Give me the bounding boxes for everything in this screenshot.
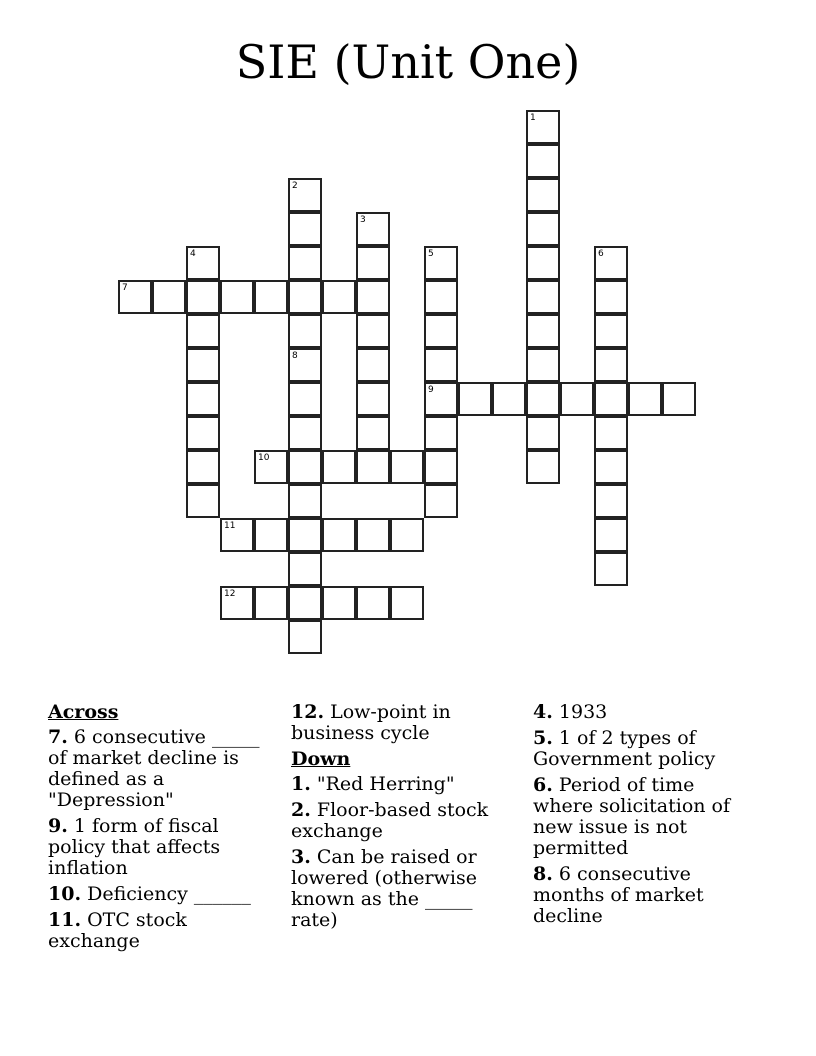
grid-cell[interactable] [118, 280, 152, 314]
cell-number: 11 [224, 521, 236, 531]
grid-cell[interactable] [254, 450, 288, 484]
clue-across-11: 11. OTC stock exchange [48, 909, 187, 952]
grid-cell[interactable] [186, 314, 220, 348]
grid-cell[interactable] [424, 484, 458, 518]
grid-cell[interactable] [356, 518, 390, 552]
grid-cell[interactable] [186, 246, 220, 280]
grid-cell[interactable] [288, 552, 322, 586]
clue-down-5: 5. 1 of 2 types of Government policy [533, 727, 716, 770]
grid-cell[interactable] [526, 144, 560, 178]
grid-cell[interactable] [288, 246, 322, 280]
grid-cell[interactable] [424, 382, 458, 416]
grid-cell[interactable] [594, 246, 628, 280]
grid-cell[interactable] [288, 620, 322, 654]
clue-across-7: 7. 6 consecutive _____ of market decline is defined as a "Depression" [48, 726, 260, 811]
grid-cell[interactable] [288, 212, 322, 246]
grid-cell[interactable] [526, 382, 560, 416]
grid-cell[interactable] [254, 280, 288, 314]
grid-cell[interactable] [594, 518, 628, 552]
grid-cell[interactable] [526, 416, 560, 450]
clue-down-2: 2. Floor-based stock exchange [291, 799, 489, 842]
grid-cell[interactable] [424, 416, 458, 450]
grid-cell[interactable] [152, 280, 186, 314]
grid-cell[interactable] [288, 280, 322, 314]
clue-column-3 [533, 702, 743, 932]
grid-cell[interactable] [424, 280, 458, 314]
grid-cell[interactable] [424, 450, 458, 484]
clue-down-3: 3. Can be raised or lowered (otherwise known as the _____ rate) [291, 846, 477, 931]
grid-cell[interactable] [220, 280, 254, 314]
clue-down-6: 6. Period of time where solicitation of new issue is not permitted [533, 774, 731, 859]
clue-down-8: 8. 6 consecutive months of market decline [533, 863, 704, 927]
clue-column-1 [48, 702, 280, 957]
grid-cell[interactable] [322, 280, 356, 314]
cell-number: 3 [360, 215, 366, 225]
grid-cell[interactable] [356, 586, 390, 620]
grid-cell[interactable] [526, 246, 560, 280]
grid-cell[interactable] [594, 450, 628, 484]
cell-number: 6 [598, 249, 604, 259]
grid-cell[interactable] [424, 246, 458, 280]
puzzle-title: SIE (Unit One) [235, 35, 581, 89]
grid-cell[interactable] [526, 178, 560, 212]
grid-cell[interactable] [526, 212, 560, 246]
clue-across-9: 9. 1 form of fiscal policy that affects inflation [48, 815, 221, 879]
grid-cell[interactable] [560, 382, 594, 416]
grid-cell[interactable] [186, 348, 220, 382]
grid-cell[interactable] [424, 314, 458, 348]
grid-cell[interactable] [526, 314, 560, 348]
grid-cell[interactable] [628, 382, 662, 416]
grid-cell[interactable] [356, 382, 390, 416]
grid-cell[interactable] [322, 586, 356, 620]
grid-cell[interactable] [458, 382, 492, 416]
grid-cell[interactable] [390, 586, 424, 620]
cell-number: 12 [224, 589, 236, 599]
grid-cell[interactable] [288, 450, 322, 484]
grid-cell[interactable] [322, 518, 356, 552]
grid-cell[interactable] [186, 280, 220, 314]
grid-cell[interactable] [390, 450, 424, 484]
clue-across-12: 12. Low-point in business cycle [291, 701, 451, 744]
grid-cell[interactable] [186, 450, 220, 484]
grid-cell[interactable] [356, 314, 390, 348]
grid-cell[interactable] [288, 382, 322, 416]
cell-number: 8 [292, 351, 298, 361]
grid-cell[interactable] [390, 518, 424, 552]
grid-cell[interactable] [594, 416, 628, 450]
cell-number: 10 [258, 453, 270, 463]
grid-cell[interactable] [220, 518, 254, 552]
grid-cell[interactable] [356, 246, 390, 280]
cell-number: 9 [428, 385, 434, 395]
grid-cell[interactable] [288, 518, 322, 552]
grid-cell[interactable] [288, 586, 322, 620]
clue-down-1: 1. "Red Herring" [291, 773, 455, 795]
grid-cell[interactable] [594, 484, 628, 518]
grid-cell[interactable] [288, 314, 322, 348]
grid-cell[interactable] [492, 382, 526, 416]
grid-cell[interactable] [288, 484, 322, 518]
cell-number: 1 [530, 113, 536, 123]
clue-down-4: 4. 1933 [533, 701, 608, 723]
grid-cell[interactable] [356, 416, 390, 450]
grid-cell[interactable] [526, 348, 560, 382]
grid-cell[interactable] [594, 348, 628, 382]
grid-cell[interactable] [288, 348, 322, 382]
grid-cell[interactable] [356, 280, 390, 314]
grid-cell[interactable] [356, 450, 390, 484]
grid-cell[interactable] [526, 450, 560, 484]
grid-cell[interactable] [424, 348, 458, 382]
grid-cell[interactable] [594, 382, 628, 416]
down-heading: Down [291, 748, 351, 770]
cell-number: 5 [428, 249, 434, 259]
clue-across-10: 10. Deficiency ______ [48, 883, 251, 905]
cell-number: 7 [122, 283, 128, 293]
clue-column-2 [291, 702, 501, 936]
grid-cell[interactable] [526, 280, 560, 314]
grid-cell[interactable] [356, 212, 390, 246]
grid-cell[interactable] [594, 280, 628, 314]
cell-number: 4 [190, 249, 196, 259]
grid-cell[interactable] [186, 484, 220, 518]
grid-cell[interactable] [186, 416, 220, 450]
grid-cell[interactable] [594, 314, 628, 348]
grid-cell[interactable] [356, 348, 390, 382]
grid-cell[interactable] [288, 178, 322, 212]
grid-cell[interactable] [288, 416, 322, 450]
grid-cell[interactable] [220, 586, 254, 620]
grid-cell[interactable] [254, 586, 288, 620]
grid-cell[interactable] [594, 552, 628, 586]
grid-cell[interactable] [322, 450, 356, 484]
cell-number: 2 [292, 181, 298, 191]
grid-cell[interactable] [254, 518, 288, 552]
across-heading: Across [48, 701, 119, 723]
grid-cell[interactable] [526, 110, 560, 144]
grid-cell[interactable] [662, 382, 696, 416]
grid-cell[interactable] [186, 382, 220, 416]
